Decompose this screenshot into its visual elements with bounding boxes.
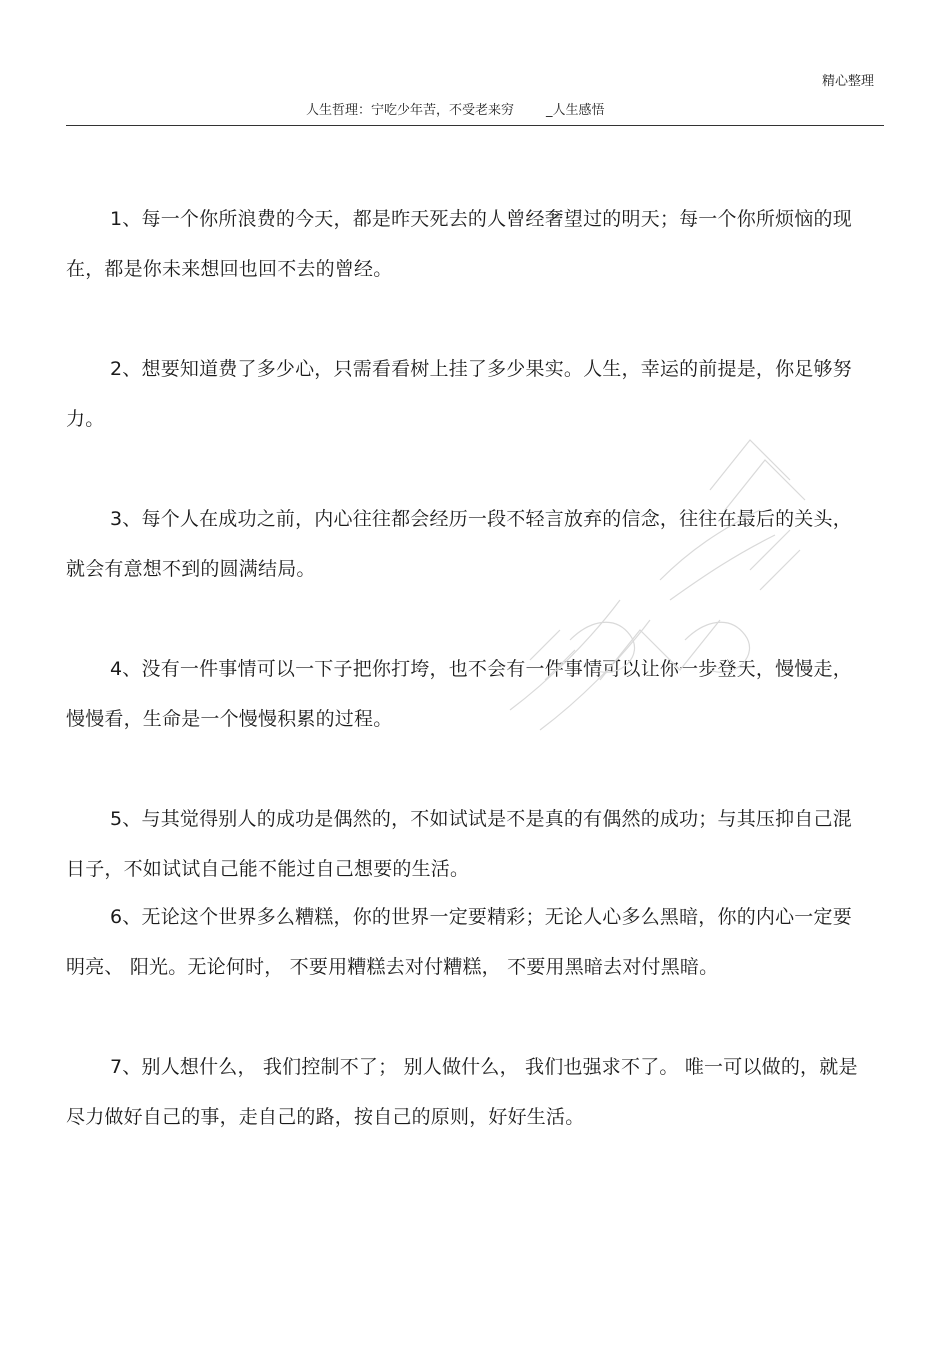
paragraph-4: 4、没有一件事情可以一下子把你打垮，也不会有一件事情可以让你一步登天，慢慢走，慢慢看，生命是一个慢慢积累的过程。 <box>66 658 852 730</box>
paragraph-1: 1、每一个你所浪费的今天，都是昨天死去的人曾经奢望过的明天；每一个你所烦恼的现在，都是你未来想回也回不去的曾经。 <box>66 208 852 280</box>
paragraph-6: 6、无论这个世界多么糟糕，你的世界一定要精彩；无论人心多么黑暗，你的内心一定要明亮、 阳光。无论何时， 不要用糟糕去对付糟糕， 不要用黑暗去对付黑暗。 <box>66 906 852 978</box>
paragraph-7: 7、别人想什么， 我们控制不了； 别人做什么， 我们也强求不了。 唯一可以做的，就是尽力做好自己的事，走自己的路，按自己的原则，好好生活。 <box>66 1056 858 1128</box>
header-divider <box>66 125 884 126</box>
paragraph-3: 3、每个人在成功之前，内心往往都会经历一段不轻言放弃的信念，往往在最后的关头，就会有意想不到的圆满结局。 <box>66 508 852 580</box>
top-right-note: 精心整理 <box>821 74 874 89</box>
header-category: _人生感悟 <box>546 103 605 118</box>
running-header <box>306 99 605 118</box>
header-title: 人生哲理：宁吃少年苦，不受老来穷 <box>306 103 515 118</box>
paragraph-5: 5、与其觉得别人的成功是偶然的，不如试试是不是真的有偶然的成功；与其压抑自己混日子，不如试试自己能不能过自己想要的生活。 <box>66 808 852 880</box>
paragraph-2: 2、想要知道费了多少心，只需看看树上挂了多少果实。人生，幸运的前提是，你足够努力。 <box>66 358 852 430</box>
